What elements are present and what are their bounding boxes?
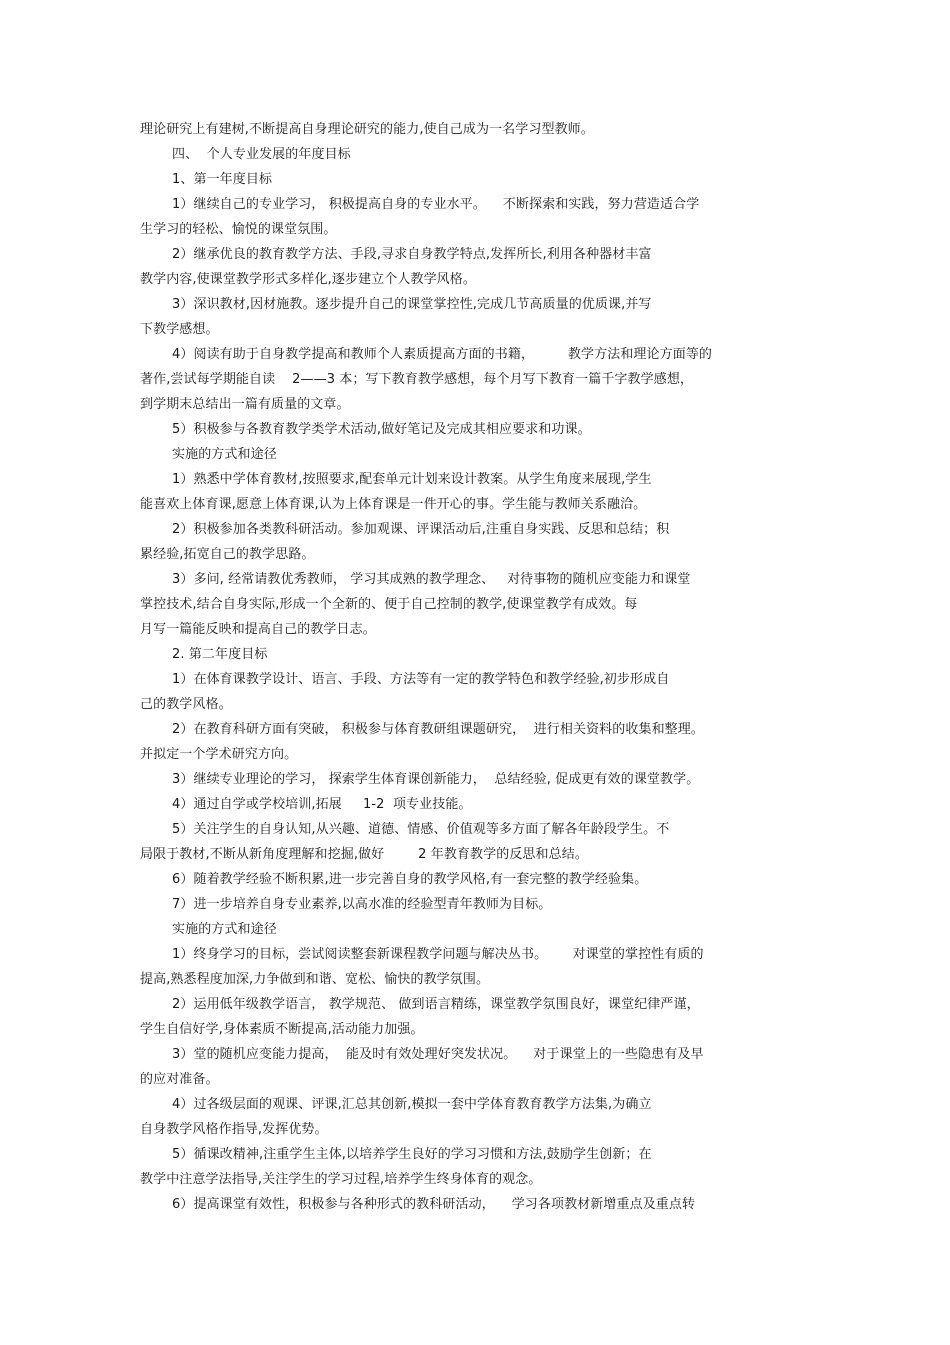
list-item-line: 4）阅读有助于自身教学提高和教师个人素质提高方面的书籍， 教学方法和理论方面等的 (172, 347, 713, 362)
body-text-line: 教学中注意学法指导,关注学生的学习过程,培养学生终身体育的观念。 (140, 1172, 542, 1187)
body-text-line: 自身教学风格作指导,发挥优势。 (140, 1122, 328, 1137)
list-item-line: 2）积极参加各类教科研活动。参加观课、评课活动后,注重自身实践、反思和总结；积 (172, 522, 670, 537)
body-text-line: 并拟定一个学术研究方向。 (140, 747, 298, 762)
list-item-line: 1）继续自己的专业学习， 积极提高自身的专业水平。 不断探索和实践，努力营造适合学 (172, 197, 700, 212)
list-item-line: 1）熟悉中学体育教材,按照要求,配套单元计划来设计教案。从学生角度来展现,学生 (172, 472, 652, 487)
body-text-line: 月写一篇能反映和提高自己的教学日志。 (140, 622, 376, 637)
body-text-line: 局限于教材,不断从新角度理解和挖掘,做好 2 年教育教学的反思和总结。 (140, 847, 588, 862)
body-text-line: 提高,熟悉程度加深,力争做到和谐、宽松、愉快的教学氛围。 (140, 972, 490, 987)
list-item-line: 1）终身学习的目标，尝试阅读整套新课程教学问题与解决丛书。 对课堂的掌控性有质的 (172, 947, 704, 962)
list-item-line: 6）提高课堂有效性，积极参与各种形式的教科研活动， 学习各项教材新增重点及重点转 (172, 1197, 696, 1212)
list-item-line: 5）积极参与各教育教学类学术活动,做好笔记及完成其相应要求和功课。 (172, 422, 591, 437)
list-item-line: 3）堂的随机应变能力提高， 能及时有效处理好突发状况。 对于课堂上的一些隐患有及早 (172, 1047, 704, 1062)
body-text-line: 生学习的轻松、愉悦的课堂氛围。 (140, 222, 337, 237)
body-text-line: 掌控技术,结合自身实际,形成一个全新的、便于自己控制的教学,使课堂教学有成效。每 (140, 597, 638, 612)
list-item-line: 2）继承优良的教育教学方法、手段,寻求自身教学特点,发挥所长,利用各种器材丰富 (172, 247, 652, 262)
list-item-line: 2）在教育科研方面有突破， 积极参与体育教研组课题研究， 进行相关资料的收集和整理。 (172, 722, 704, 737)
list-item-line: 3）深识教材,因材施教。逐步提升自己的课堂掌控性,完成几节高质量的优质课,并写 (172, 297, 652, 312)
body-text-line: 下教学感想。 (140, 322, 219, 337)
list-item-line: 6）随着教学经验不断积累,进一步完善自身的教学风格,有一套完整的教学经验集。 (172, 872, 648, 887)
body-text-line: 累经验,拓宽自己的教学思路。 (140, 547, 315, 562)
body-text-line: 学生自信好学,身体素质不断提高,活动能力加强。 (140, 1022, 424, 1037)
body-text-line: 教学内容,使课堂教学形式多样化,逐步建立个人教学风格。 (140, 272, 476, 287)
subsection-heading: 1、第一年度目标 (172, 172, 273, 187)
list-item-line: 5）关注学生的自身认知,从兴趣、道德、情感、价值观等多方面了解各年龄段学生。不 (172, 822, 670, 837)
list-item-line: 4）通过自学或学校培训,拓展 1-2 项专业技能。 (172, 797, 472, 812)
body-text-line: 到学期末总结出一篇有质量的文章。 (140, 397, 350, 412)
list-item-line: 5）循课改精神,注重学生主体,以培养学生良好的学习习惯和方法,鼓励学生创新；在 (172, 1147, 652, 1162)
subsection-heading: 实施的方式和途径 (172, 447, 277, 462)
body-text-line: 能喜欢上体育课,愿意上体育课,认为上体育课是一件开心的事。学生能与教师关系融洽。 (140, 497, 647, 512)
list-item-line: 7）进一步培养自身专业素养,以高水准的经验型青年教师为目标。 (172, 897, 552, 912)
subsection-heading: 2. 第二年度目标 (172, 647, 268, 662)
body-text-line: 的应对准备。 (140, 1072, 219, 1087)
list-item-line: 1）在体育课教学设计、语言、手段、方法等有一定的教学特色和教学经验,初步形成自 (172, 672, 670, 687)
list-item-line: 3）多问, 经常请教优秀教师， 学习其成熟的教学理念、 对待事物的随机应变能力和课堂 (172, 572, 691, 587)
body-text-line: 己的教学风格。 (140, 697, 232, 712)
section-heading: 四、 个人专业发展的年度目标 (172, 147, 351, 162)
body-text-line: 著作,尝试每学期能自读 2——3 本；写下教育教学感想，每个月写下教育一篇千字教学感想， (140, 372, 694, 387)
list-item-line: 2）运用低年级教学语言， 教学规范、 做到语言精练，课堂教学氛围良好，课堂纪律严谨， (172, 997, 700, 1012)
subsection-heading: 实施的方式和途径 (172, 922, 277, 937)
list-item-line: 4）过各级层面的观课、评课,汇总其创新,模拟一套中学体育教育教学方法集,为确立 (172, 1097, 652, 1112)
list-item-line: 3）继续专业理论的学习， 探索学生体育课创新能力， 总结经验, 促成更有效的课堂教学。 (172, 772, 700, 787)
body-text-line: 理论研究上有建树,不断提高自身理论研究的能力,使自己成为一名学习型教师。 (140, 122, 594, 137)
